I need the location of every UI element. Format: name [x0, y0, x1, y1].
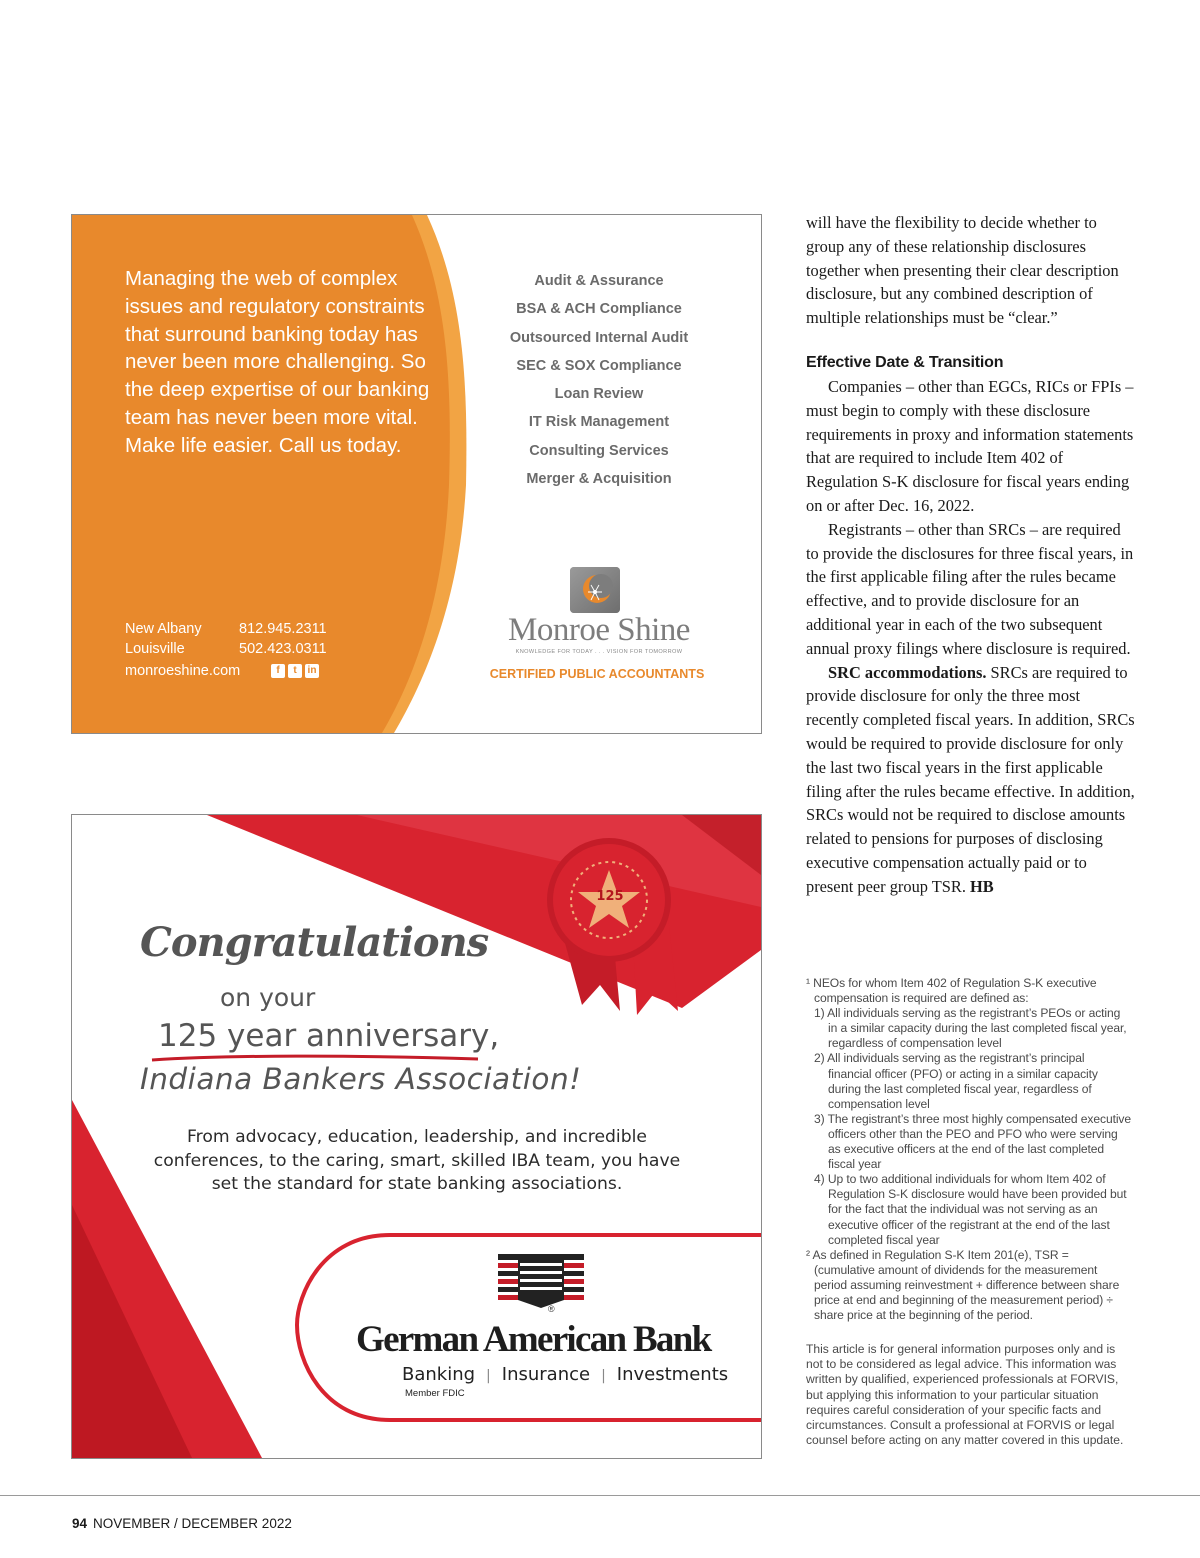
footnote-item: 4) Up to two additional individuals for whom Item 402 of Regulation S-K disclosure would have been provided but for the fact that the individual was not serving as an executive officer of the registrant at the end of the last completed fiscal year — [814, 1172, 1127, 1247]
facebook-icon[interactable]: f — [271, 664, 285, 678]
business-lines — [402, 1364, 728, 1385]
monroe-shine-logo-icon — [570, 567, 620, 613]
end-mark: HB — [970, 876, 994, 896]
ad-body-text: From advocacy, education, leadership, and incredible conferences, to the caring, smart, skilled IBA team, you have set the standard for state banking associations. — [153, 1127, 681, 1195]
section-heading: Effective Date & Transition — [806, 353, 1004, 371]
association-name: Indiana Bankers Association! — [140, 1062, 582, 1096]
footnote: ¹ NEOs for whom Item 402 of Regulation S-K executive compensation is required are defined as: — [806, 976, 1097, 1006]
registered-mark: ® — [548, 1304, 555, 1314]
monroe-shine-brand: Monroe Shine — [508, 612, 690, 648]
social-icons — [271, 664, 319, 678]
contact-row — [125, 619, 327, 639]
article-paragraph: Registrants – other than SRCs – are required to provide the disclosures for three fiscal years, in the first applicable filing after the rules became effective, and to provide disclosure for an additional year in each of the two subsequent annual proxy filings where disclosure is required. — [806, 519, 1134, 658]
contact-phone: 502.423.0311 — [239, 641, 327, 657]
paragraph-text: SRCs are required to provide disclosure for only the three most recently completed fiscal years. In addition, SRCs would be required to provide disclosure for only the last two fiscal years in the first applicable filing after the rules became effective. In addition, SRCs would not be required to disclose amounts related to pensions for purposes of disclosing executive compensation actually paid or to present peer group TSR. — [806, 662, 1135, 896]
business-line: Investments — [616, 1364, 729, 1385]
page-folio — [72, 1516, 292, 1531]
article-paragraph: Companies – other than EGCs, RICs or FPIs – must begin to comply with these disclosure requirements in proxy and information statements that are required to include Item 402 of Regulation S-K disclosure for fiscal years ending on or after Dec. 16, 2022. — [806, 376, 1134, 515]
service-item: Outsourced Internal Audit — [509, 329, 689, 346]
service-item: BSA & ACH Compliance — [516, 301, 682, 318]
german-american-bank-ad — [71, 814, 762, 1459]
service-item: Audit & Assurance — [534, 273, 664, 289]
contact-phone: 812.945.2311 — [239, 621, 327, 637]
linkedin-icon[interactable]: in — [305, 664, 319, 678]
ad-pitch-text: Managing the web of complex issues and regulatory constraints that surround banking today has never been more challenging. So the deep expertise of our banking team has never been more vital. Make life easier. Call us today. — [125, 267, 430, 457]
business-line: Banking — [402, 1364, 476, 1385]
footer-rule — [0, 1495, 1200, 1496]
business-line: Insurance — [501, 1364, 591, 1385]
website-row — [125, 663, 327, 679]
footnote-item: 3) The registrant’s three most highly compensated executive officers other than the PEO and PFO who were serving as executive officers at the end of the last completed fiscal year — [814, 1111, 1131, 1172]
german-american-bank-logo-icon — [498, 1254, 584, 1308]
anniversary-text: 125 year anniversary, — [158, 1018, 500, 1054]
services-list — [474, 267, 724, 493]
contact-city: Louisville — [125, 641, 185, 657]
service-item: IT Risk Management — [528, 414, 670, 431]
footnote: ² As defined in Regulation S-K Item 201(e), TSR = (cumulative amount of dividends for the measurement period assuming reinvestment + difference between share price at end and beginning of the measurement period) ÷ share price at the beginning of the period. — [806, 1247, 1120, 1323]
service-item: Loan Review — [554, 386, 644, 403]
on-your-text: on your — [220, 983, 316, 1012]
contact-city: New Albany — [125, 621, 202, 637]
anniversary-badge-number: 125 — [596, 889, 624, 904]
footnote-item: 2) All individuals serving as the registrant’s principal financial officer (PFO) or acting in a similar capacity during the last completed fiscal year, regardless of compensation level — [814, 1051, 1098, 1111]
monroe-shine-ad — [71, 214, 762, 734]
brand-tagline: KNOWLEDGE FOR TODAY . . . VISION FOR TOMORROW — [515, 649, 683, 655]
contact-row — [125, 639, 327, 659]
line-separator: | — [601, 1368, 606, 1384]
twitter-icon[interactable]: t — [288, 664, 302, 678]
line-separator: | — [486, 1368, 491, 1384]
article-column — [806, 211, 1136, 899]
service-item: Consulting Services — [529, 442, 669, 459]
footnote-item: 1) All individuals serving as the registrant’s PEOs or acting in a similar capacity during the last completed fiscal year, regardless of compensation level — [814, 1006, 1127, 1051]
footnotes — [806, 976, 1131, 1323]
issue-date: NOVEMBER / DECEMBER 2022 — [93, 1516, 292, 1531]
paragraph-lead: SRC accommodations. — [828, 662, 987, 682]
website-link[interactable]: monroeshine.com — [125, 663, 241, 679]
service-item: Merger & Acquisition — [526, 471, 672, 488]
congratulations-heading: Congratulations — [140, 919, 489, 966]
article-paragraph: will have the flexibility to decide whether to group any of these relationship disclosures together when presenting their clear description disclosure, but any combined description of multiple relationships must be “clear.” — [806, 213, 1119, 328]
disclaimer: This article is for general information purposes only and is not to be considered as legal advice. This information was written by qualified, experienced professionals at FORVIS, but applying this information to your particular situation requires careful consideration of your specific facts and circumstances. Consult a professional at FORVIS or legal counsel before acting on any matter covered in this update. — [806, 1342, 1124, 1448]
ad-contacts — [125, 619, 327, 679]
bank-name: German American Bank — [356, 1319, 711, 1360]
service-item: SEC & SOX Compliance — [516, 357, 682, 374]
article-paragraph — [806, 661, 1136, 899]
page-number: 94 — [72, 1516, 88, 1531]
member-fdic: Member FDIC — [405, 1388, 465, 1399]
cpa-label: CERTIFIED PUBLIC ACCOUNTANTS — [489, 667, 705, 681]
